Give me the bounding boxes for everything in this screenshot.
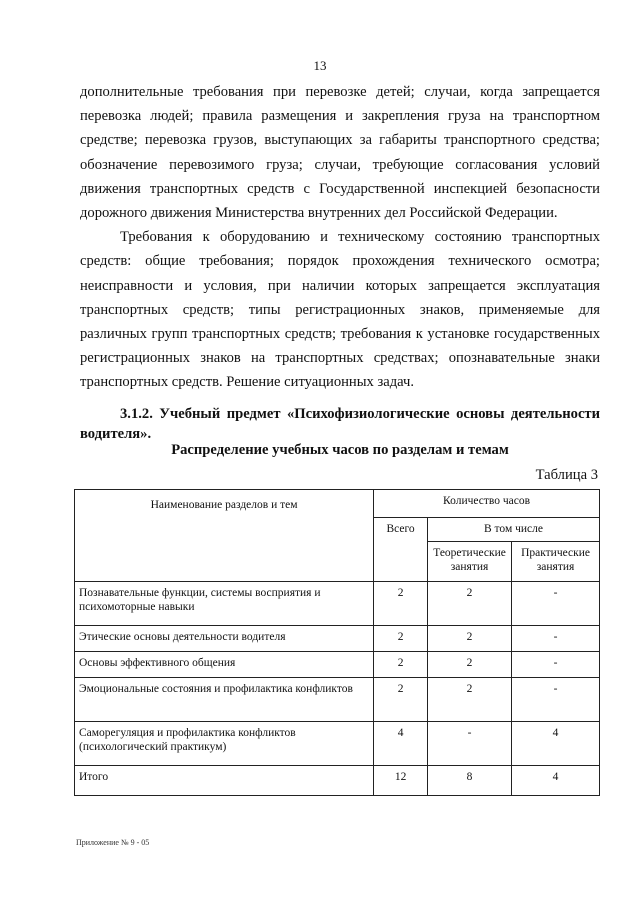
row-theory: 2 [428, 652, 512, 678]
table-row [75, 582, 600, 626]
header-including: В том числе [428, 518, 600, 542]
paragraph-vehicle-requirements: Требования к оборудованию и техническому состоянию транспортных средств: общие требования; порядок прохождения технического осмотра; неисправности и условия, при наличии которых запрещается эксплуатация транспортных средств; типы регистрационных знаков, применяемые для различных групп транспортных средств; требования к установке государственных регистрационных знаков на транспортных средствах; опознавательные знаки транспортных средств. Решение ситуационных задач. [80, 229, 600, 391]
body-text [80, 80, 600, 395]
row-practice: - [512, 626, 600, 652]
table-subheading: Распределение учебных часов по разделам и темам [171, 442, 509, 458]
table-row [75, 678, 600, 722]
header-section-name: Наименование разделов и тем [75, 490, 374, 582]
row-total: 2 [374, 652, 428, 678]
row-theory: 2 [428, 626, 512, 652]
row-name: Основы эффективного общения [75, 652, 374, 678]
table-row [75, 652, 600, 678]
row-name: Саморегуляция и профилактика конфликтов (психологический практикум) [75, 722, 374, 766]
paragraph-continuation: дополнительные требования при перевозке детей; случаи, когда запрещается перевозка людей; правила размещения и закрепления груза на транспортном средстве; перевозка грузов, выступающих за габариты транспортного средства; обозначение перевозимого груза; случаи, требующие согласования условий движения транспортных средств с Государственной инспекцией безопасности дорожного движения Министерства внутренних дел Российской Федерации. [80, 84, 600, 222]
section-heading: 3.1.2. Учебный предмет «Психофизиологические основы деятельности водителя». [80, 406, 600, 442]
row-practice: - [512, 652, 600, 678]
row-name: Итого [75, 766, 374, 796]
footer-note: Приложение № 9 - 05 [76, 838, 150, 847]
row-theory: 2 [428, 582, 512, 626]
row-total: 12 [374, 766, 428, 796]
row-name: Эмоциональные состояния и профилактика конфликтов [75, 678, 374, 722]
row-total: 4 [374, 722, 428, 766]
table-row [75, 722, 600, 766]
page-number: 13 [313, 58, 327, 73]
header-hours-count: Количество часов [374, 490, 600, 518]
row-practice: 4 [512, 766, 600, 796]
header-total: Всего [374, 518, 428, 582]
row-practice: - [512, 582, 600, 626]
row-practice: 4 [512, 722, 600, 766]
hours-table [74, 489, 600, 796]
row-total: 2 [374, 678, 428, 722]
table-label: Таблица 3 [535, 467, 598, 483]
table-row [75, 626, 600, 652]
header-practice: Практические занятия [512, 542, 600, 582]
row-practice: - [512, 678, 600, 722]
table-row-total [75, 766, 600, 796]
header-theory: Теоретические занятия [428, 542, 512, 582]
row-total: 2 [374, 626, 428, 652]
row-theory: - [428, 722, 512, 766]
row-theory: 2 [428, 678, 512, 722]
row-name: Этические основы деятельности водителя [75, 626, 374, 652]
row-total: 2 [374, 582, 428, 626]
row-name: Познавательные функции, системы восприятия и психомоторные навыки [75, 582, 374, 626]
row-theory: 8 [428, 766, 512, 796]
